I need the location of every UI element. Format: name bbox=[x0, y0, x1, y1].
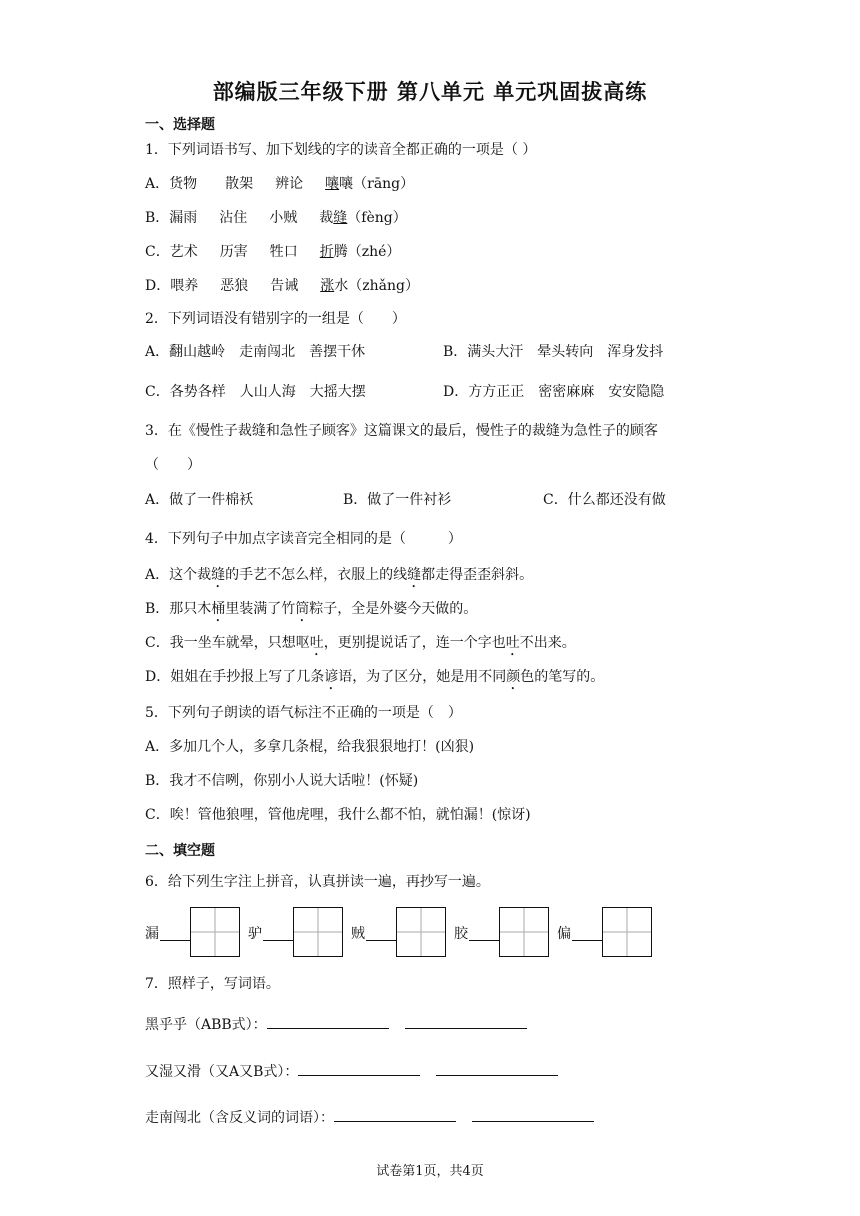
dotted-char: 颜 bbox=[506, 669, 521, 685]
option-label: C． bbox=[145, 244, 170, 260]
word: 裁 bbox=[319, 210, 334, 226]
q3-stem: 3．在《慢性子裁缝和急性子顾客》这篇课文的最后，慢性子的裁缝为急性子的顾客 bbox=[145, 423, 658, 439]
text: 的手艺不怎么样，衣服上的线 bbox=[225, 567, 408, 583]
underlined-char: 折 bbox=[319, 244, 334, 260]
word: 散架 bbox=[225, 176, 254, 192]
word: 小贼 bbox=[269, 210, 298, 226]
text: 色的笔写的。 bbox=[520, 669, 605, 685]
section-heading-fill: 二、填空题 bbox=[145, 843, 215, 859]
char: 漏 bbox=[145, 926, 159, 942]
q4-option-d bbox=[145, 667, 604, 693]
word: 艺术 bbox=[169, 244, 198, 260]
dotted-char: 缝 bbox=[211, 567, 226, 583]
dotted-char: 缝 bbox=[407, 567, 422, 583]
word: 恶狼 bbox=[220, 278, 249, 294]
word: 沾住 bbox=[219, 210, 248, 226]
word: 腾（zhé） bbox=[333, 244, 401, 260]
prompt: 黑乎乎（ABB式）： bbox=[145, 1017, 267, 1033]
word: 漏雨 bbox=[169, 210, 198, 226]
q1-stem: 1．下列词语书写、加下划线的字的读音全都正确的一项是（ ） bbox=[145, 142, 537, 158]
pinyin-blank[interactable] bbox=[572, 940, 602, 941]
tianzige-box[interactable] bbox=[396, 907, 446, 957]
page-footer: 试卷第1页，共4页 bbox=[376, 1164, 484, 1179]
pinyin-blank[interactable] bbox=[160, 940, 190, 941]
option-label: B． bbox=[145, 210, 170, 226]
text: C．我一坐车就晕，只想呕 bbox=[145, 635, 310, 651]
word: 辨论 bbox=[275, 176, 304, 192]
answer-blank[interactable] bbox=[436, 1061, 558, 1076]
text: 语，为了区分，她是用不同 bbox=[338, 669, 507, 685]
char: 胶 bbox=[454, 926, 468, 942]
q3-option-b: B．做了一件衬衫 bbox=[343, 492, 452, 508]
q1-option-d bbox=[145, 276, 419, 296]
q2-option-b: B．满头大汗 晕头转向 浑身发抖 bbox=[443, 344, 664, 360]
text: D．姐姐在手抄报上写了几条 bbox=[145, 669, 325, 685]
q3-option-a: A．做了一件棉袄 bbox=[145, 492, 254, 508]
tianzige-box[interactable] bbox=[602, 907, 652, 957]
q4-option-c bbox=[145, 633, 576, 659]
q2-option-d: D．方方正正 密密麻麻 安安隐隐 bbox=[443, 384, 665, 400]
q1-option-b bbox=[145, 208, 407, 228]
q4-option-b bbox=[145, 599, 477, 625]
q7-row1 bbox=[145, 1014, 543, 1035]
text: ，更别提说话了，连一个字也 bbox=[323, 635, 506, 651]
text: 粽子，全是外婆今天做的。 bbox=[309, 601, 478, 617]
q7-row3 bbox=[145, 1107, 610, 1128]
char: 偏 bbox=[557, 926, 571, 942]
char: 贼 bbox=[351, 926, 365, 942]
word: 告诫 bbox=[270, 278, 299, 294]
dotted-char: 吐 bbox=[505, 635, 520, 651]
word: 货物 bbox=[169, 176, 198, 192]
underlined-char: 缝 bbox=[333, 210, 348, 226]
pinyin-blank[interactable] bbox=[469, 940, 499, 941]
prompt: 走南闯北（含反义词的词语）： bbox=[145, 1110, 334, 1126]
word: 水（zhǎng） bbox=[334, 278, 419, 294]
char: 驴 bbox=[248, 926, 262, 942]
q2-stem: 2．下列词语没有错别字的一组是（ ） bbox=[145, 311, 406, 327]
text: A．这个裁 bbox=[145, 567, 212, 583]
q5-stem: 5．下列句子朗读的语气标注不正确的一项是（ ） bbox=[145, 705, 462, 721]
q1-option-c bbox=[145, 242, 400, 262]
answer-blank[interactable] bbox=[267, 1014, 389, 1029]
q7-stem: 7．照样子，写词语。 bbox=[145, 976, 280, 992]
answer-blank[interactable] bbox=[334, 1107, 456, 1122]
tianzige-box[interactable] bbox=[293, 907, 343, 957]
q4-option-a bbox=[145, 565, 533, 591]
q2-option-c: C．各势各样 人山人海 大摇大摆 bbox=[145, 384, 366, 400]
answer-blank[interactable] bbox=[405, 1014, 527, 1029]
q6-stem: 6．给下列生字注上拼音，认真拼读一遍，再抄写一遍。 bbox=[145, 874, 490, 890]
q5-option-b: B．我才不信咧，你别小人说大话啦！(怀疑) bbox=[145, 773, 419, 789]
word: 历害 bbox=[219, 244, 248, 260]
dotted-char: 桶 bbox=[211, 601, 226, 617]
text: 都走得歪歪斜斜。 bbox=[421, 567, 534, 583]
section-heading-choice: 一、选择题 bbox=[145, 117, 215, 133]
underlined-char: 涨 bbox=[320, 278, 335, 294]
answer-blank[interactable] bbox=[298, 1061, 420, 1076]
dotted-char: 吐 bbox=[309, 635, 324, 651]
pinyin-writing-row bbox=[145, 907, 665, 959]
dotted-char: 谚 bbox=[324, 669, 339, 685]
pinyin-blank[interactable] bbox=[366, 940, 396, 941]
q3-option-c: C．什么都还没有做 bbox=[543, 492, 666, 508]
text: 不出来。 bbox=[519, 635, 576, 651]
pinyin-blank[interactable] bbox=[263, 940, 293, 941]
dotted-char: 筒 bbox=[295, 601, 310, 617]
prompt: 又湿又滑（又A又B式）： bbox=[145, 1064, 299, 1080]
text: B．那只木 bbox=[145, 601, 212, 617]
page-title: 部编版三年级下册 第八单元 单元巩固拔高练 bbox=[212, 80, 648, 104]
answer-blank[interactable] bbox=[472, 1107, 594, 1122]
q5-option-a: A．多加几个人，多拿几条棍，给我狠狠地打！(凶狠) bbox=[145, 739, 475, 755]
q4-stem: 4．下列句子中加点字读音完全相同的是（ ） bbox=[145, 531, 462, 547]
q5-option-c: C．唉！管他狼哩，管他虎哩，我什么都不怕，就怕漏！(惊讶) bbox=[145, 807, 531, 823]
word: 喂养 bbox=[170, 278, 199, 294]
word: 牲口 bbox=[269, 244, 298, 260]
q7-row2 bbox=[145, 1061, 574, 1082]
word: 嚷（rāng） bbox=[339, 176, 415, 192]
q1-option-a bbox=[145, 174, 414, 194]
q2-option-a: A．翻山越岭 走南闯北 善摆干休 bbox=[145, 344, 366, 360]
q3-stem-paren: （ ） bbox=[145, 457, 201, 473]
tianzige-box[interactable] bbox=[499, 907, 549, 957]
underlined-char: 嚷 bbox=[325, 176, 340, 192]
option-label: D． bbox=[145, 278, 171, 294]
option-label: A． bbox=[145, 176, 170, 192]
text: 里装满了竹 bbox=[225, 601, 296, 617]
word: （fèng） bbox=[347, 210, 407, 226]
tianzige-box[interactable] bbox=[190, 907, 240, 957]
